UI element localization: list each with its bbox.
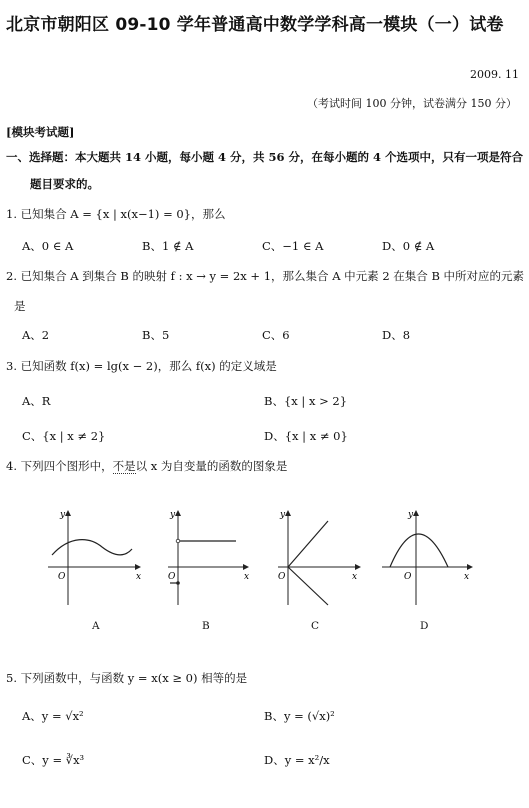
- graph-d: [382, 510, 472, 605]
- q4-stem-emphasis: 不是: [112, 459, 136, 473]
- graph-b-x-label: x: [244, 572, 250, 582]
- figure-label-c: C: [311, 620, 320, 632]
- figure-label-a: A: [92, 620, 100, 632]
- question-1-stem: 1. 已知集合 A = {x | x(x−1) = 0}，那么: [6, 207, 226, 221]
- q5-option-b: B、y = (√x)²: [264, 709, 335, 723]
- q2-option-d: D、8: [382, 328, 411, 342]
- q5-option-d: D、y = x²/x: [264, 753, 330, 767]
- q2-option-c: C、6: [262, 328, 290, 342]
- q4-stem-pre: 4. 下列四个图形中，: [6, 459, 113, 473]
- q3-option-d: D、{x | x ≠ 0}: [264, 429, 348, 443]
- graph-c-x-label: x: [352, 572, 358, 582]
- q2-option-b: B、5: [142, 328, 170, 342]
- q1-option-a: A、0 ∈ A: [22, 239, 74, 253]
- q2-option-a: A、2: [22, 328, 50, 342]
- figure-label-d: D: [420, 620, 429, 632]
- q5-option-c: C、y = ∛x³: [22, 753, 85, 767]
- graph-a-y-label: y: [60, 510, 66, 520]
- exam-info: （考试时间 100 分钟，试卷满分 150 分）: [307, 97, 517, 110]
- q3-option-c: C、{x | x ≠ 2}: [22, 429, 106, 443]
- graph-d-y-label: y: [408, 510, 414, 520]
- graph-a-origin: O: [58, 572, 66, 582]
- graph-d-origin: O: [404, 572, 412, 582]
- question-4-stem: [6, 458, 287, 474]
- q5-option-a: A、y = √x²: [22, 709, 84, 723]
- graph-a-x-label: x: [136, 572, 142, 582]
- graph-d-x-label: x: [464, 572, 470, 582]
- graph-b-origin: O: [168, 572, 176, 582]
- graph-a: [48, 510, 141, 605]
- graph-b: [168, 510, 249, 605]
- figure-label-b: B: [202, 620, 210, 632]
- part1-line1: 一、选择题：本大题共 14 小题，每小题 4 分，共 56 分，在每小题的 4 个选项中，只有一项是符合: [6, 150, 524, 164]
- exam-title: 北京市朝阳区 09-10 学年普通高中数学学科高一模块（一）试卷: [6, 15, 504, 35]
- exam-date: 2009. 11: [470, 68, 519, 81]
- q4-stem-post: 以 x 为自变量的函数的图象是: [135, 459, 288, 473]
- question-3-stem: 3. 已知函数 f(x) = lg(x − 2)，那么 f(x) 的定义域是: [6, 359, 277, 373]
- q4-figures: [40, 505, 480, 615]
- question-5-stem: 5. 下列函数中，与函数 y = x(x ≥ 0) 相等的是: [6, 671, 248, 685]
- graph-c-origin: O: [278, 572, 286, 582]
- part1-line2: 题目要求的。: [30, 177, 99, 191]
- question-2-stem-cont: 是: [14, 299, 26, 313]
- q1-option-b: B、1 ∉ A: [142, 239, 194, 253]
- graph-c-y-label: y: [280, 510, 286, 520]
- q1-option-d: D、0 ∉ A: [382, 239, 435, 253]
- q1-option-c: C、−1 ∈ A: [262, 239, 324, 253]
- graph-c: [278, 510, 360, 605]
- section-label: [模块考试题]: [6, 125, 75, 139]
- question-2-stem: 2. 已知集合 A 到集合 B 的映射 f : x → y = 2x + 1，那么集合 A 中元素 2 在集合 B 中所对应的元素: [6, 269, 525, 283]
- q3-option-a: A、R: [22, 394, 51, 408]
- graph-b-y-label: y: [170, 510, 176, 520]
- q3-option-b: B、{x | x > 2}: [264, 394, 348, 408]
